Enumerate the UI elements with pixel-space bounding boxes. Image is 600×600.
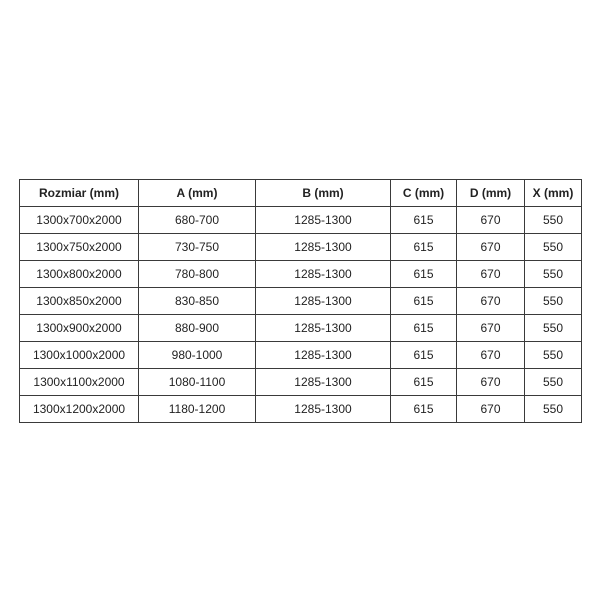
header-d: D (mm) [457, 180, 525, 207]
cell-a: 780-800 [139, 261, 256, 288]
cell-c: 615 [391, 396, 457, 423]
table-row [20, 234, 582, 261]
cell-x: 550 [525, 396, 582, 423]
cell-rozmiar: 1300x700x2000 [20, 207, 139, 234]
cell-a: 880-900 [139, 315, 256, 342]
cell-a: 980-1000 [139, 342, 256, 369]
header-rozmiar: Rozmiar (mm) [20, 180, 139, 207]
cell-c: 615 [391, 342, 457, 369]
cell-a: 730-750 [139, 234, 256, 261]
cell-d: 670 [457, 234, 525, 261]
table-row [20, 261, 582, 288]
cell-b: 1285-1300 [256, 369, 391, 396]
cell-x: 550 [525, 261, 582, 288]
dimension-table [19, 179, 582, 423]
cell-c: 615 [391, 207, 457, 234]
cell-d: 670 [457, 288, 525, 315]
cell-c: 615 [391, 315, 457, 342]
header-x: X (mm) [525, 180, 582, 207]
cell-c: 615 [391, 288, 457, 315]
cell-d: 670 [457, 396, 525, 423]
cell-a: 1180-1200 [139, 396, 256, 423]
header-a: A (mm) [139, 180, 256, 207]
cell-x: 550 [525, 234, 582, 261]
cell-b: 1285-1300 [256, 315, 391, 342]
table-header [20, 180, 582, 207]
cell-x: 550 [525, 288, 582, 315]
cell-rozmiar: 1300x750x2000 [20, 234, 139, 261]
table-row [20, 396, 582, 423]
cell-c: 615 [391, 261, 457, 288]
cell-b: 1285-1300 [256, 261, 391, 288]
cell-a: 1080-1100 [139, 369, 256, 396]
cell-rozmiar: 1300x1000x2000 [20, 342, 139, 369]
cell-d: 670 [457, 207, 525, 234]
header-b: B (mm) [256, 180, 391, 207]
cell-a: 830-850 [139, 288, 256, 315]
cell-d: 670 [457, 342, 525, 369]
cell-x: 550 [525, 342, 582, 369]
cell-d: 670 [457, 369, 525, 396]
cell-b: 1285-1300 [256, 234, 391, 261]
cell-rozmiar: 1300x850x2000 [20, 288, 139, 315]
cell-rozmiar: 1300x1100x2000 [20, 369, 139, 396]
cell-b: 1285-1300 [256, 207, 391, 234]
table-row [20, 207, 582, 234]
cell-c: 615 [391, 234, 457, 261]
cell-rozmiar: 1300x900x2000 [20, 315, 139, 342]
cell-d: 670 [457, 315, 525, 342]
cell-c: 615 [391, 369, 457, 396]
cell-x: 550 [525, 207, 582, 234]
cell-x: 550 [525, 315, 582, 342]
cell-x: 550 [525, 369, 582, 396]
table-row [20, 369, 582, 396]
table-row [20, 288, 582, 315]
cell-rozmiar: 1300x1200x2000 [20, 396, 139, 423]
cell-rozmiar: 1300x800x2000 [20, 261, 139, 288]
table-row [20, 315, 582, 342]
table-body [20, 207, 582, 423]
cell-d: 670 [457, 261, 525, 288]
cell-b: 1285-1300 [256, 396, 391, 423]
header-c: C (mm) [391, 180, 457, 207]
cell-b: 1285-1300 [256, 288, 391, 315]
header-row [20, 180, 582, 207]
cell-b: 1285-1300 [256, 342, 391, 369]
cell-a: 680-700 [139, 207, 256, 234]
table-row [20, 342, 582, 369]
